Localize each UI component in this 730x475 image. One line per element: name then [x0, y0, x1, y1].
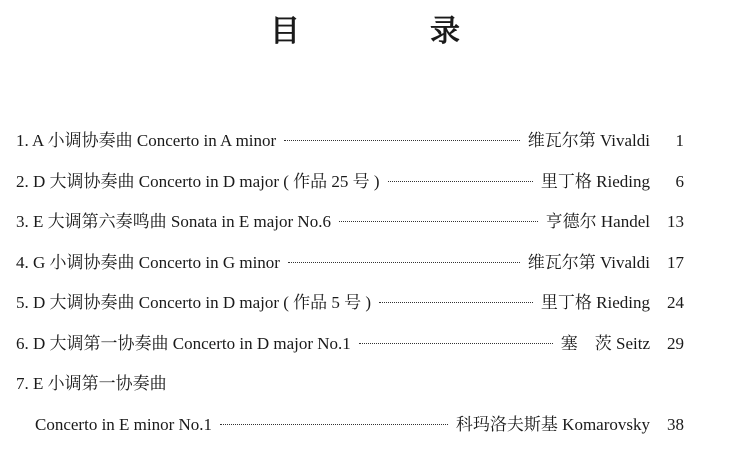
table-of-contents [16, 126, 684, 450]
toc-entry-5[interactable] [16, 288, 684, 329]
toc-entry-composer: 塞 茨 Seitz [560, 333, 650, 353]
toc-entry-composer: 里丁格 Rieding [540, 293, 650, 312]
toc-entry-title: 2. D 大调协奏曲 Concerto in D major ( 作品 25 号 ) [16, 171, 380, 191]
toc-entry-1[interactable] [16, 126, 684, 167]
toc-entry-page: 1 [675, 131, 684, 150]
toc-entry-title: 7. E 小调第一协奏曲 [16, 374, 167, 393]
toc-entry-2[interactable] [16, 167, 684, 208]
toc-entry-6[interactable] [16, 329, 684, 370]
toc-entry-page: 17 [667, 252, 684, 272]
dot-leader [288, 262, 520, 263]
toc-entry-page: 24 [667, 293, 684, 312]
toc-entry-title: 3. E 大调第六奏鸣曲 Sonata in E major No.6 [16, 212, 331, 231]
toc-entry-page: 13 [667, 212, 684, 231]
toc-entry-page: 29 [667, 333, 684, 353]
page-title: 目 录 [270, 14, 510, 49]
dot-leader [339, 221, 538, 222]
toc-entry-composer: 科玛洛夫斯基 Komarovsky [455, 414, 650, 434]
toc-entry-title: 6. D 大调第一协奏曲 Concerto in D major No.1 [16, 333, 351, 353]
dot-leader [284, 140, 520, 141]
dot-leader [220, 424, 448, 425]
toc-entry-4[interactable] [16, 248, 684, 289]
toc-entry-7-heading[interactable] [16, 369, 684, 410]
toc-entry-composer: 维瓦尔第 Vivaldi [527, 252, 650, 272]
toc-entry-composer: 里丁格 Rieding [540, 171, 650, 191]
toc-entry-3[interactable] [16, 207, 684, 248]
toc-entry-composer: 维瓦尔第 Vivaldi [527, 131, 650, 150]
toc-entry-title: 4. G 小调协奏曲 Concerto in G minor [16, 252, 280, 272]
toc-entry-title: Concerto in E minor No.1 [35, 414, 213, 434]
dot-leader [379, 302, 533, 303]
toc-entry-title: 5. D 大调协奏曲 Concerto in D major ( 作品 5 号 ) [16, 293, 372, 312]
toc-entry-composer: 亨德尔 Handel [545, 212, 650, 231]
toc-entry-title: 1. A 小调协奏曲 Concerto in A minor [16, 131, 277, 150]
dot-leader [388, 181, 533, 182]
toc-entry-page: 6 [675, 171, 684, 191]
toc-entry-page: 38 [667, 414, 684, 434]
dot-leader [359, 343, 553, 344]
toc-entry-7[interactable] [16, 410, 684, 451]
